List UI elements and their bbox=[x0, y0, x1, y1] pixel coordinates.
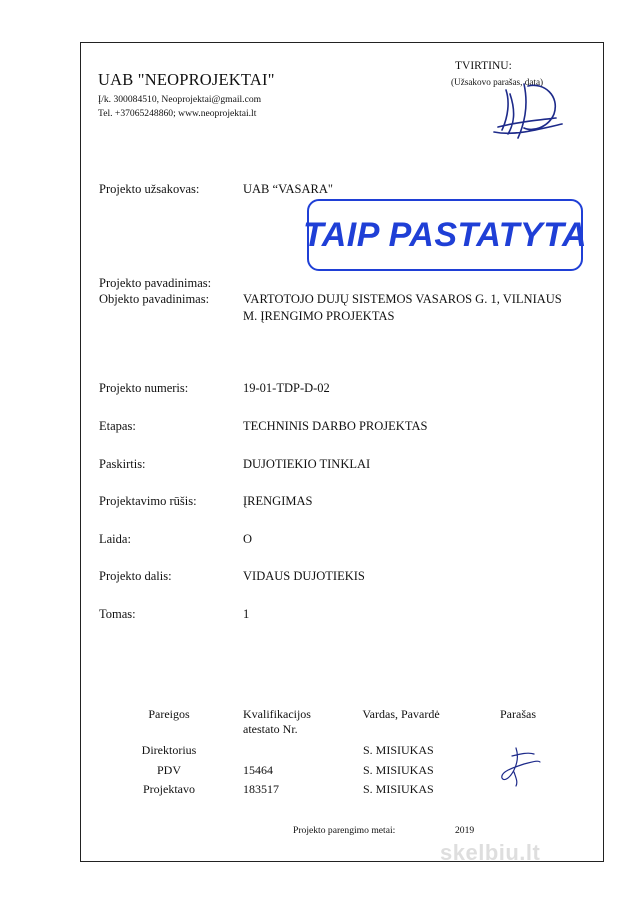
built-stamp: TAIP PASTATYTA bbox=[307, 199, 583, 271]
design-type-value: ĮRENGIMAS bbox=[243, 494, 313, 508]
project-part-label: Projekto dalis: bbox=[99, 569, 172, 583]
row-name: S. MISIUKAS bbox=[363, 743, 434, 757]
approval-title: TVIRTINU: bbox=[455, 60, 512, 72]
customer-label: Projekto užsakovas: bbox=[99, 182, 200, 196]
approval-signature bbox=[488, 72, 568, 144]
header-signature: Parašas bbox=[500, 707, 536, 721]
row-position: Direktorius bbox=[141, 743, 197, 757]
header-qualification-line2: atestato Nr. bbox=[243, 722, 298, 736]
company-code-email: Į/k. 300084510, Neoprojektai@gmail.com bbox=[98, 94, 262, 105]
company-tel-web: Tel. +37065248860; www.neoprojektai.lt bbox=[98, 108, 257, 119]
project-number-value: 19-01-TDP-D-02 bbox=[243, 381, 330, 395]
object-name-value-line2: M. ĮRENGIMO PROJEKTAS bbox=[243, 309, 395, 323]
purpose-value: DUJOTIEKIO TINKLAI bbox=[243, 457, 371, 471]
volume-value: 1 bbox=[243, 607, 250, 621]
approval-note: (Užsakovo parašas, data) bbox=[451, 77, 544, 87]
header-position: Pareigos bbox=[148, 707, 190, 721]
project-part-value: VIDAUS DUJOTIEKIS bbox=[243, 569, 365, 583]
object-name-value-line1: VARTOTOJO DUJŲ SISTEMOS VASAROS G. 1, VILNIAUS bbox=[243, 292, 562, 306]
preparation-year-value: 2019 bbox=[455, 825, 475, 836]
volume-label: Tomas: bbox=[99, 607, 136, 621]
object-name-label: Objekto pavadinimas: bbox=[99, 292, 210, 306]
handwritten-signature bbox=[494, 744, 544, 788]
watermark: skelbiu.lt bbox=[440, 840, 541, 865]
preparation-year-label: Projekto parengimo metai: bbox=[293, 825, 396, 836]
design-type-label: Projektavimo rūšis: bbox=[99, 494, 197, 508]
stage-label: Etapas: bbox=[99, 419, 136, 433]
edition-value: O bbox=[243, 532, 253, 546]
purpose-label: Paskirtis: bbox=[99, 457, 146, 471]
row-name: S. MISIUKAS bbox=[363, 782, 434, 796]
row-position: Projektavo bbox=[143, 782, 195, 796]
company-name: UAB "NEOPROJEKTAI" bbox=[98, 70, 275, 89]
header-qualification-line1: Kvalifikacijos bbox=[243, 707, 311, 721]
row-qualification: 15464 bbox=[243, 763, 273, 777]
row-position: PDV bbox=[156, 763, 182, 777]
project-name-label: Projekto pavadinimas: bbox=[99, 276, 212, 290]
project-number-label: Projekto numeris: bbox=[99, 381, 189, 395]
page-frame bbox=[80, 42, 604, 862]
stage-value: TECHNINIS DARBO PROJEKTAS bbox=[243, 419, 428, 433]
edition-label: Laida: bbox=[99, 532, 131, 546]
row-name: S. MISIUKAS bbox=[363, 763, 434, 777]
row-qualification: 183517 bbox=[243, 782, 279, 796]
header-name: Vardas, Pavardė bbox=[362, 707, 440, 721]
customer-value: UAB “VASARA" bbox=[243, 182, 333, 196]
